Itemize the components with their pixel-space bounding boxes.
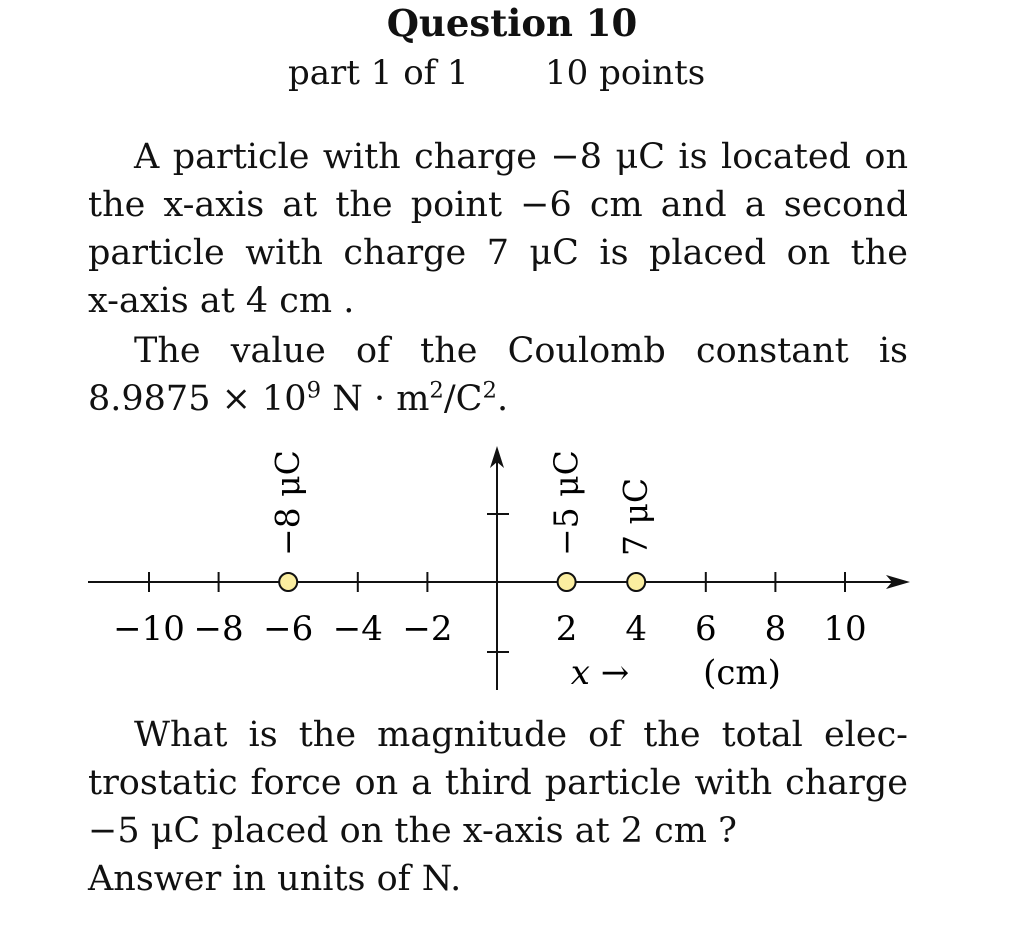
x-tick-label: −10 [113, 609, 185, 649]
x-tick-label: −6 [263, 609, 314, 649]
question-title: Question 10 [386, 1, 638, 45]
coulomb-line: The value of the Coulomb constant is [134, 331, 908, 371]
question-paragraph [88, 711, 908, 903]
problem-line: x-axis at 4 cm . [88, 281, 355, 321]
charge-marker [279, 573, 297, 591]
x-axis-label: x → [570, 653, 630, 693]
x-tick-label: 6 [694, 609, 717, 649]
charge-marker [627, 573, 645, 591]
x-tick-label: −4 [332, 609, 383, 649]
problem-line: the x-axis at the point −6 cm and a second [88, 185, 908, 225]
unit-label: (cm) [703, 653, 781, 693]
question-line: −5 μC placed on the x-axis at 2 cm ? [88, 811, 737, 851]
coulomb-constant: $8.9875 \times 10^9$ $N \cdot m^2/C^2$. [88, 377, 509, 419]
charge-marker [558, 573, 576, 591]
part-label: part 1 of 1 [288, 53, 469, 93]
problem-paragraph-1 [88, 133, 908, 325]
x-tick-label: 2 [555, 609, 578, 649]
problem-line: A particle with charge −8 μC is located on [134, 137, 908, 177]
charge-diagram [0, 440, 1024, 710]
question-line: trostatic force on a third particle with charge [88, 763, 908, 803]
x-tick-label: 8 [764, 609, 787, 649]
x-tick-label: −2 [402, 609, 453, 649]
x-tick-label: 4 [625, 609, 648, 649]
x-tick-label: 10 [823, 609, 867, 649]
x-tick-label: −8 [193, 609, 244, 649]
points-label: 10 points [545, 53, 706, 93]
answer-units: Answer in units of N. [88, 859, 462, 899]
problem-line: particle with charge 7 μC is placed on the [88, 233, 908, 273]
question-line: What is the magnitude of the total elec- [134, 715, 908, 755]
charge-label: 7 μC [616, 477, 656, 556]
charge-label: −8 μC [268, 450, 308, 556]
charge-label: −5 μC [546, 450, 586, 556]
problem-paragraph-2 [88, 327, 908, 423]
